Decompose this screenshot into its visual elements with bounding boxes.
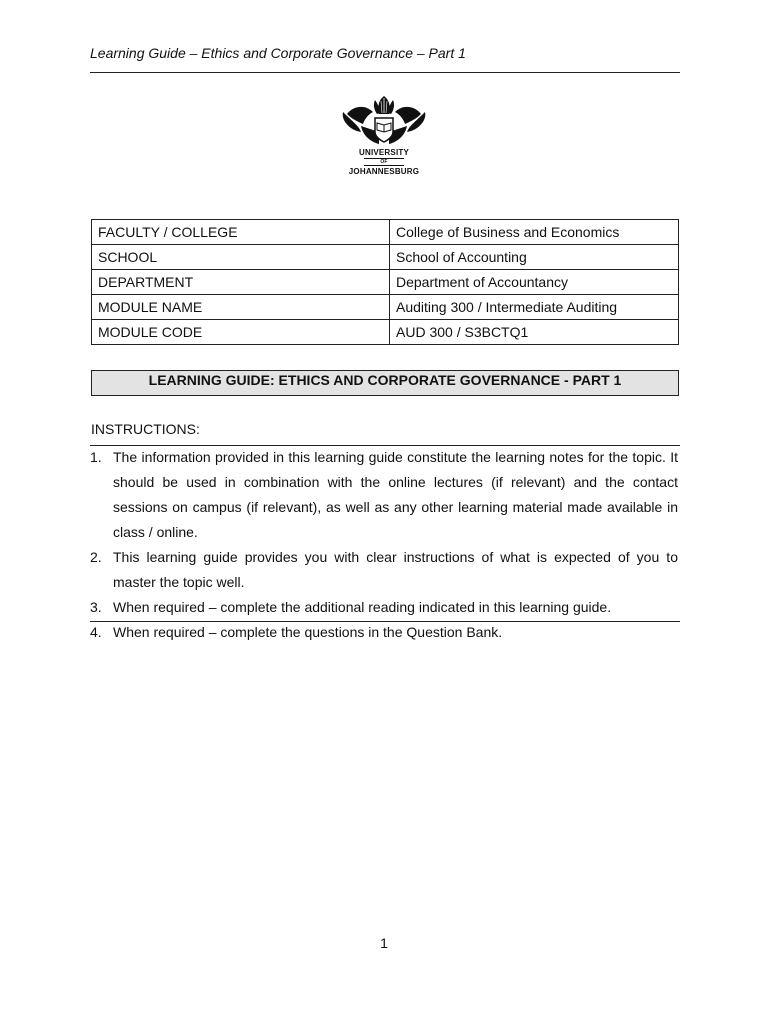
running-header: Learning Guide – Ethics and Corporate Governance – Part 1: [90, 45, 466, 61]
row-label: MODULE NAME: [92, 295, 390, 320]
logo-line-university: UNIVERSITY: [358, 148, 409, 157]
instructions-list: [90, 445, 678, 645]
table-row: [92, 270, 679, 295]
instructions-bottom-rule: [90, 621, 680, 622]
row-label: MODULE CODE: [92, 320, 390, 345]
row-label: FACULTY / COLLEGE: [92, 220, 390, 245]
table-row: [92, 320, 679, 345]
list-item-number: 4.: [90, 624, 102, 640]
list-item-text: This learning guide provides you with clear instructions of what is expected of you to master the topic well.: [113, 549, 678, 590]
table-row: [92, 245, 679, 270]
header-divider: [90, 72, 680, 73]
list-item: [90, 445, 678, 545]
list-item-number: 2.: [90, 549, 102, 565]
list-item-text: When required – complete the questions in the Question Bank.: [113, 624, 503, 640]
row-label: SCHOOL: [92, 245, 390, 270]
learning-guide-title: LEARNING GUIDE: ETHICS AND CORPORATE GOVERNANCE - PART 1: [91, 370, 679, 396]
row-value: College of Business and Economics: [390, 220, 679, 245]
module-info-table: [91, 219, 679, 345]
list-item-text: When required – complete the additional reading indicated in this learning guide.: [113, 599, 612, 615]
logo-line-johannesburg: JOHANNESBURG: [348, 167, 420, 176]
list-item-number: 1.: [90, 449, 102, 465]
page-number: 1: [380, 935, 388, 951]
logo-line-of: OF: [364, 158, 404, 166]
list-item-number: 3.: [90, 599, 102, 615]
list-item-text: The information provided in this learning guide constitute the learning notes for the topic. It should be used in combination with the online lectures (if relevant) and the contact sessions on campus (if relevant), as well as any other learning material made available in class / online.: [113, 449, 678, 540]
list-item: [90, 595, 678, 620]
row-value: School of Accounting: [390, 245, 679, 270]
list-item: [90, 620, 678, 645]
row-value: Auditing 300 / Intermediate Auditing: [390, 295, 679, 320]
table-row: [92, 295, 679, 320]
instructions-heading: INSTRUCTIONS:: [91, 421, 200, 437]
table-row: [92, 220, 679, 245]
university-crest-icon: [339, 92, 429, 148]
row-value: Department of Accountancy: [390, 270, 679, 295]
university-logo: [334, 92, 434, 176]
row-label: DEPARTMENT: [92, 270, 390, 295]
list-item: [90, 545, 678, 595]
row-value: AUD 300 / S3BCTQ1: [390, 320, 679, 345]
